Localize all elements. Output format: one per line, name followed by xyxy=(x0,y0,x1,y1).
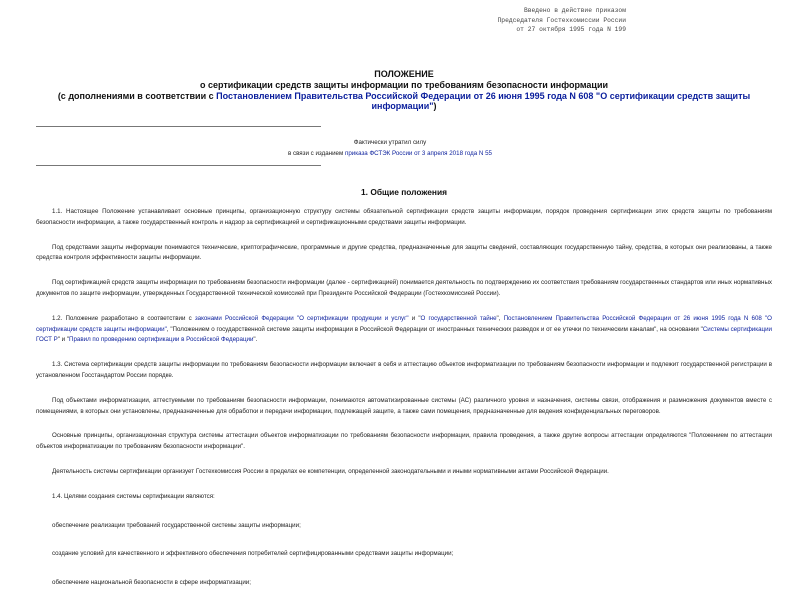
section-title: 1. Общие положения xyxy=(361,187,447,197)
status-line: Фактически утратил силу xyxy=(353,139,427,146)
paragraph: 1.1. Настоящее Положение устанавливает основные принципы, организационную структуру системы обязательной сертификации средств защиты информации, порядок проведения сертификации этих средств защиты по требованиям безопасности информации, а также государственный контроль и надзор за сертификацией и сертификационными средствами защиты информации. xyxy=(36,208,772,226)
enactment-line: Председателя Гостехкомиссии России xyxy=(497,16,626,24)
paragraph: 1.4. Целями создания системы сертификации являются: xyxy=(52,492,215,500)
list-item: обеспечение реализации требований государственной системы защиты информации; xyxy=(52,521,301,529)
paragraph: Под средствами защиты информации понимаются технические, криптографические, программные и другие средства, предназначенные для защиты сведений, составляющих государственную тайну, средства, в которых они реализованы, а также средства контроля эффективности защиты информации. xyxy=(36,243,772,262)
divider xyxy=(36,165,321,166)
paragraph xyxy=(36,314,772,346)
status-line xyxy=(140,148,640,159)
decree-link[interactable]: Постановлением Правительства Российской Федерации от 26 июня 1995 года N 608 "О сертификации средств защиты информации" xyxy=(36,314,772,333)
list-item: обеспечение национальной безопасности в сфере информатизации; xyxy=(52,579,251,587)
document-title xyxy=(36,69,772,112)
enactment-note xyxy=(458,6,626,35)
list-item: создание условий для качественного и эффективного обеспечения потребителей сертифицированными средствами защиты информации; xyxy=(52,550,454,558)
order-link[interactable]: приказа ФСТЭК России от 3 апреля 2018 года N 55 xyxy=(344,150,492,157)
paragraph: Под сертификацией средств защиты информации по требованиям безопасности информации (далее - сертификацией) понимается деятельность по подтверждению их соответствия требованиям государственных стандартов или иных нормативных документов по защите информации, утвержденных Государственной технической комиссией при Президенте Российской Федерации (Гостехкомиссией России). xyxy=(36,279,772,297)
paragraph: Под объектами информатизации, аттестуемыми по требованиям безопасности информации, понимаются автоматизированные системы (АС) различного уровня и назначения, системы связи, отображения и размножения документов вместе с помещениями, в которых они установлены, предназначенные для обработки и передачи информации, подлежащей защите, а также сами помещения, предназначенные для ведения конфиденциальных переговоров. xyxy=(36,396,772,415)
amendment-text: (с дополнениями в соответствии с xyxy=(57,90,217,101)
law-link[interactable]: законами Российской Федерации "О сертификации продукции и услуг" xyxy=(194,314,409,322)
status-text: в связи с изданием xyxy=(287,150,345,157)
text: 1.2. Положение разработано в соответствии с xyxy=(52,314,195,322)
paragraph: Деятельность системы сертификации организует Гостехкомиссия России в пределах ее компетенции, определенной законодательными и иными нормативными актами Российской Федерации. xyxy=(52,467,609,475)
amendment-text: ) xyxy=(433,101,437,112)
system-link[interactable]: Системы сертификации ГОСТ Р xyxy=(36,325,772,344)
law-link[interactable]: О государственной тайне xyxy=(420,314,497,322)
status-note xyxy=(140,137,640,159)
text: " и " xyxy=(57,336,70,344)
enactment-line: от 27 октября 1995 года N 199 xyxy=(516,26,626,33)
paragraph: Основные принципы, организационная структура системы аттестации объектов информатизации по требованиям безопасности информации, правила проведения, а также другие вопросы аттестации определяются "Положением по аттестации объектов информатизации по требованиям безопасности информации". xyxy=(36,432,772,451)
document-body xyxy=(36,207,772,607)
title-subheading: о сертификации средств защиты информации по требованиям безопасности информации xyxy=(199,79,609,90)
rules-link[interactable]: Правил по проведению сертификации в Российской Федерации xyxy=(69,336,254,344)
text: ". xyxy=(253,336,258,344)
enactment-line: Введено в действие приказом xyxy=(523,7,626,14)
divider xyxy=(36,126,321,127)
title-amendment xyxy=(36,91,772,113)
amendment-link[interactable]: Постановлением Правительства Российской Федерации от 26 июня 1995 года N 608 "О сертификации средств защиты информации" xyxy=(216,90,751,112)
title-heading: ПОЛОЖЕНИЕ xyxy=(374,69,434,79)
text: , "Положением о государственной системе защиты информации в Российской Федерации от иностранных технических разведок и от ее утечки по техническим каналам", на основании " xyxy=(166,325,703,333)
paragraph: 1.3. Система сертификации средств защиты информации по требованиям безопасности информации включает в себя и аттестацию объектов информатизации по требованиям безопасности информации и подлежит государственной регистрации в установленном Госстандартом России порядке. xyxy=(36,361,772,379)
text: и " xyxy=(408,314,421,322)
text: ", xyxy=(496,314,504,322)
